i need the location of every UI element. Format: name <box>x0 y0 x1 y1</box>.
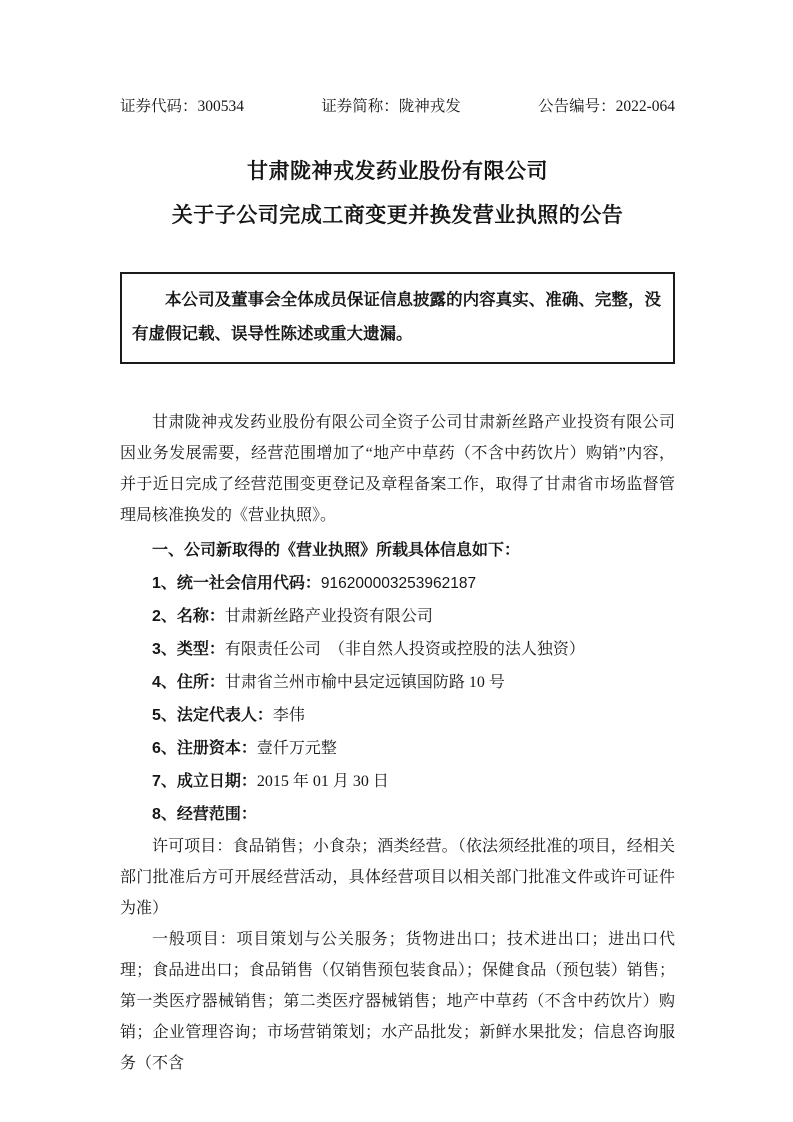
license-item-label: 8、经营范围： <box>152 805 257 823</box>
license-item-value: 壹仟万元整 <box>256 739 337 757</box>
license-item-value: 李伟 <box>272 706 305 724</box>
document-header <box>120 97 675 116</box>
disclaimer-box <box>120 272 675 364</box>
stock-code-text: 证券代码：300534 <box>120 98 245 115</box>
intro-paragraph: 甘肃陇神戎发药业股份有限公司全资子公司甘肃新丝路产业投资有限公司因业务发展需要，经营范围增加了“地产中草药（不含中药饮片）购销”内容，并于近日完成了经营范围变更登记及章程备案工作，取得了甘肃省市场监督管理局核准换发的《营业执照》。 <box>120 413 675 524</box>
announcement-title: 关于子公司完成工商变更并换发营业执照的公告 <box>171 203 624 227</box>
license-item-legal-rep <box>120 699 675 732</box>
stock-abbr-text: 证券简称：陇神戎发 <box>321 98 461 115</box>
license-item-business-scope <box>120 798 675 831</box>
general-projects-paragraph: 一般项目：项目策划与公关服务；货物进出口；技术进出口；进出口代理；食品进出口；食品销售（仅销售预包装食品）；保健食品（预包装）销售；第一类医疗器械销售；第二类医疗器械销售；地产中草药（不含中药饮片）购销；企业管理咨询；市场营销策划；水产品批发；新鲜水果批发；信息咨询服务（不含 <box>120 930 675 1072</box>
license-item-credit-code <box>120 567 675 600</box>
license-item-label: 6、注册资本： <box>152 739 257 757</box>
licensed-projects-paragraph: 许可项目：食品销售；小食杂；酒类经营。（依法须经批准的项目，经相关部门批准后方可开展经营活动，具体经营项目以相关部门批准文件或许可证件为准） <box>120 837 675 917</box>
license-item-label: 7、成立日期： <box>152 772 257 790</box>
company-title: 甘肃陇神戎发药业股份有限公司 <box>247 160 548 184</box>
section-heading: 一、公司新取得的《营业执照》所载具体信息如下： <box>152 541 521 559</box>
license-item-value: 2015 年 01 月 30 日 <box>256 772 389 790</box>
license-item-label: 3、类型： <box>152 640 225 658</box>
license-item-value: 有限责任公司 （非自然人投资或控股的法人独资） <box>224 640 585 658</box>
license-item-address <box>120 666 675 699</box>
license-item-value: 甘肃新丝路产业投资有限公司 <box>224 607 433 625</box>
license-item-label: 1、统一社会信用代码： <box>152 574 321 592</box>
disclaimer-text: 本公司及董事会全体成员保证信息披露的内容真实、准确、完整，没有虚假记载、误导性陈述或重大遗漏。 <box>132 290 661 343</box>
license-item-name <box>120 600 675 633</box>
license-item-value: 916200003253962187 <box>320 574 477 592</box>
license-item-founded-date <box>120 765 675 798</box>
license-item-label: 5、法定代表人： <box>152 706 273 724</box>
license-item-capital <box>120 732 675 765</box>
license-item-value: 甘肃省兰州市榆中县定远镇国防路 10 号 <box>224 673 505 691</box>
license-item-type <box>120 633 675 666</box>
license-item-label: 2、名称： <box>152 607 225 625</box>
page-content <box>120 0 675 1079</box>
license-item-label: 4、住所： <box>152 673 225 691</box>
announcement-no-text: 公告编号：2022-064 <box>538 98 675 115</box>
